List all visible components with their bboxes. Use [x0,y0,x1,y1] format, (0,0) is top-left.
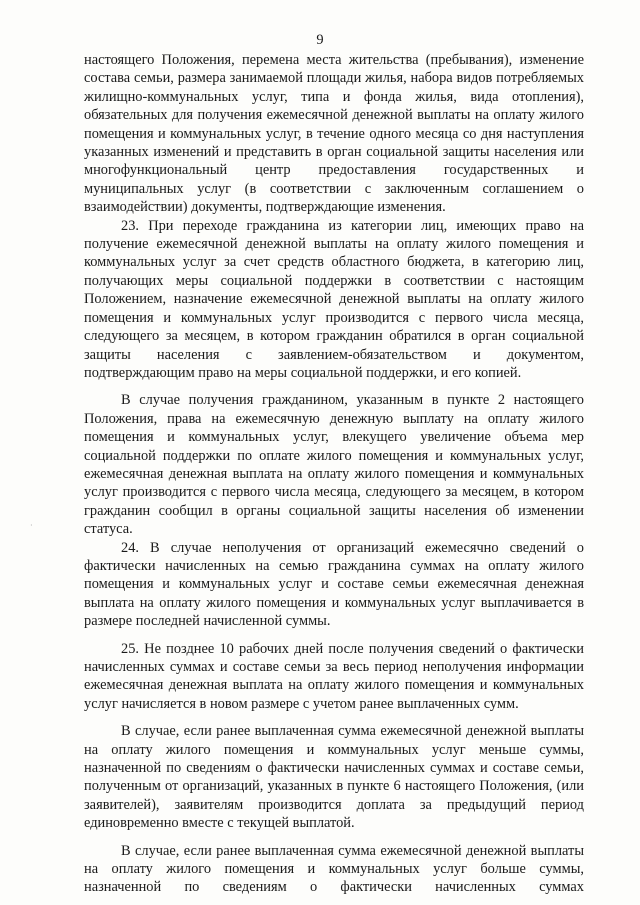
paragraph-item-25: 25. Не позднее 10 рабочих дней после получения сведений о фактически начисленных суммах и составе семьи за весь период неполучения информации ежемесячная денежная выплата на оплату жилого помещения и коммунальных услуг начисляется в новом размере с учетом ранее выплаченных сумм. [84,640,584,712]
paragraph-item-23: 23. При переходе гражданина из категории лиц, имеющих право на получение ежемесячной денежной выплаты на оплату жилого помещения и коммунальных услуг за счет средств областного бюджета, в категорию лиц, получающих меры социальной поддержки в соответствии с настоящим Положением, назначение ежемесячной денежной выплаты на оплату жилого помещения и коммунальных услуг производится с первого числа месяца, следующего за месяцем, в котором гражданин обратился в орган социальной защиты населения с заявлением-обязательством и документом, подтверждающим право на меры социальной поддержки, и его копией. [84,217,584,381]
paragraph-continuation: настоящего Положения, перемена места жительства (пребывания), изменение состава семьи, размера занимаемой площади жилья, набора видов потребляемых жилищно-коммунальных услуг, типа и фонда жилья, вида отопления), обязательных для получения ежемесячной денежной выплаты на оплату жилого помещения и коммунальных услуг, в течение одного месяца со дня наступления указанных изменений и представить в орган социальной защиты населения или многофункциональный центр предоставления государственных и муниципальных услуг (в соответствии с заключенным соглашением о взаимодействии) документы, подтверждающие изменения. [84,52,584,216]
paragraph-item-23-case: В случае получения гражданином, указанным в пункте 2 настоящего Положения, права на ежемесячную денежную выплату на оплату жилого помещения и коммунальных услуг, влекущего увеличение объема мер социальной поддержки по оплате жилого помещения и коммунальных услуг, ежемесячная денежная выплата на оплату жилого помещения и коммунальных услуг производится с первого числа месяца, следующего за месяцем, в котором гражданин сообщил в органы социальной защиты населения об изменении статуса. [84,392,584,538]
document-body [84,51,584,897]
paragraph-item-25-more: В случае, если ранее выплаченная сумма ежемесячной денежной выплаты на оплату жилого помещения и коммунальных услуг больше суммы, назначенной по сведениям о фактически начисленных суммах [84,842,584,896]
page-number: 9 [316,32,324,48]
paragraph-item-25-less: В случае, если ранее выплаченная сумма ежемесячной денежной выплаты на оплату жилого помещения и коммунальных услуг меньше суммы, назначенной по сведениям о фактически начисленных суммах и составе семьи, полученным от организаций, указанных в пункте 6 настоящего Положения, (или заявителей), заявителям производится доплата за предыдущий период единовременно вместе с текущей выплатой. [84,723,584,832]
paragraph-item-24: 24. В случае неполучения от организаций ежемесячно сведений о фактически начисленных на семью гражданина суммах на оплату жилого помещения и коммунальных услуг и составе семьи ежемесячная денежная выплата на оплату жилого помещения и коммунальных услуг выплачивается в размере последней начисленной суммы. [84,539,584,630]
margin-speck: · [30,521,33,530]
